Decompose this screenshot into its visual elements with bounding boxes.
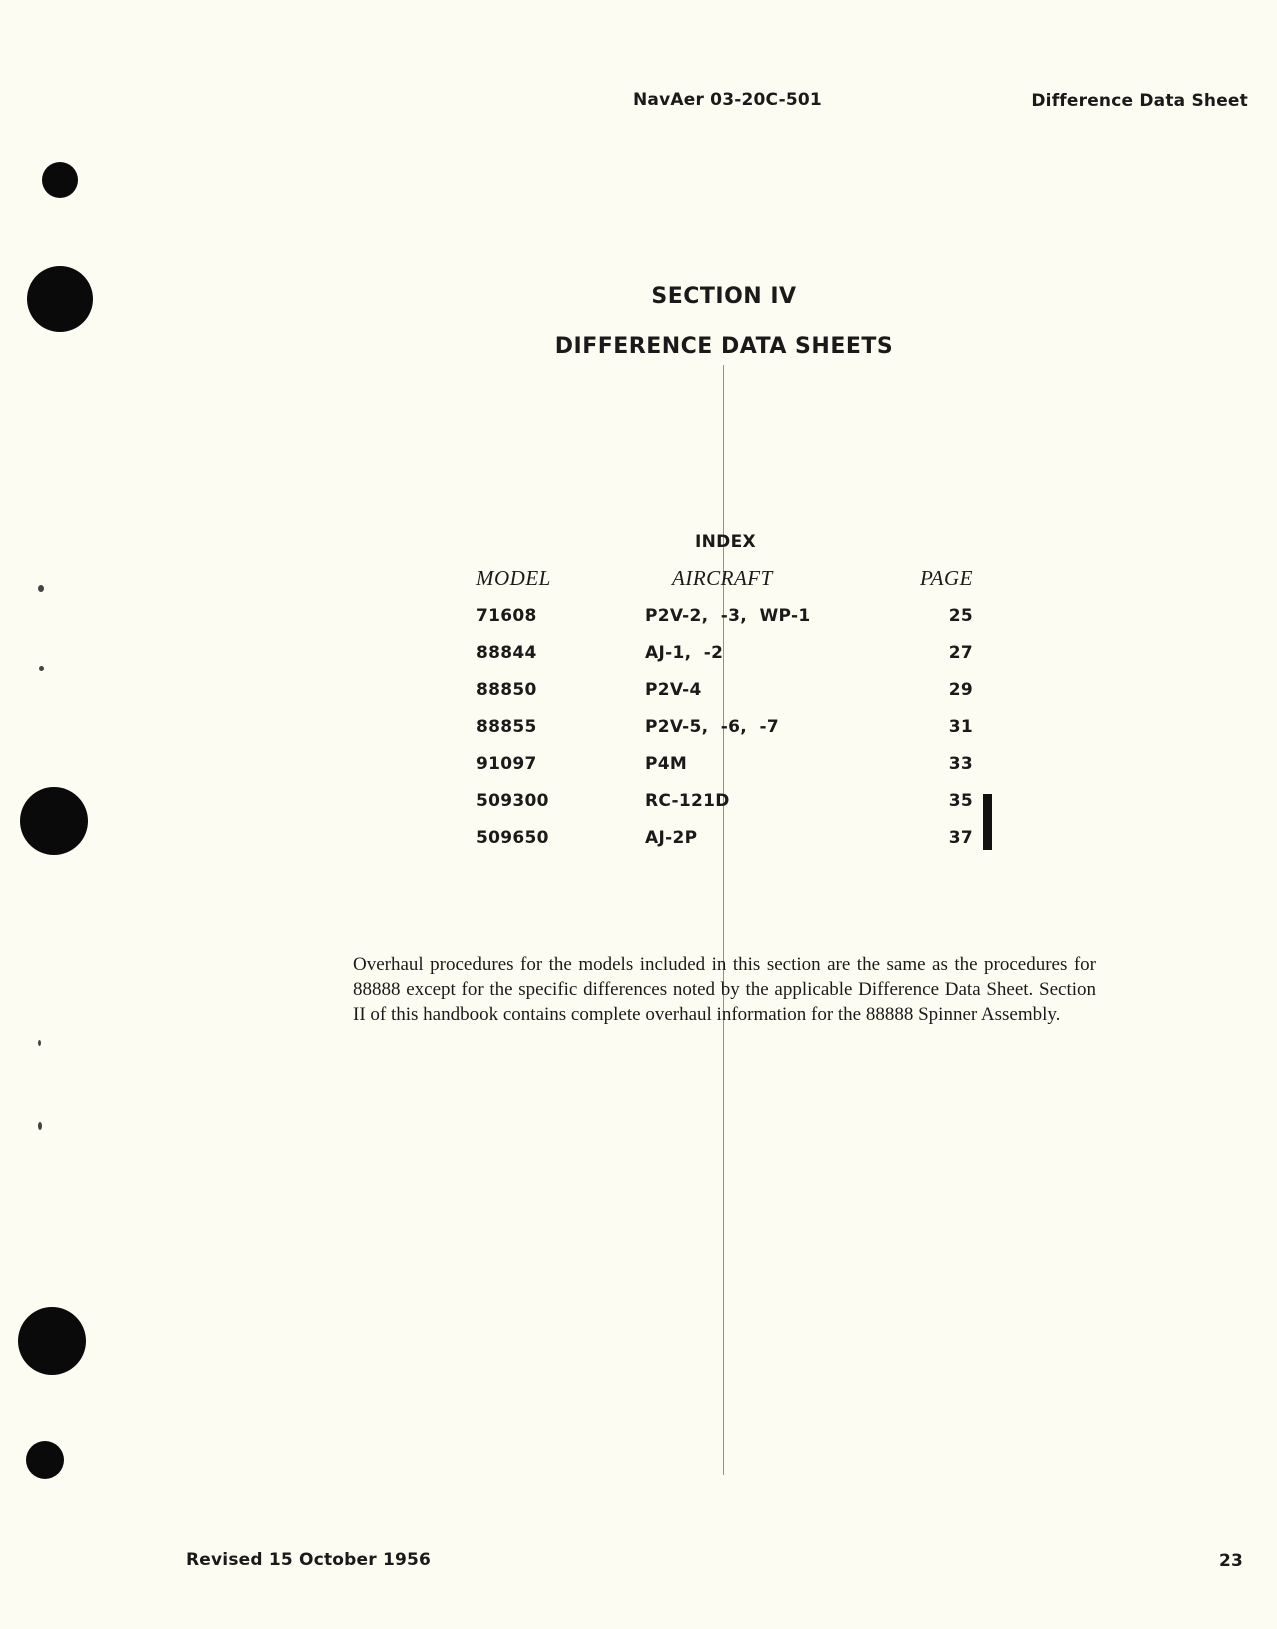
speck bbox=[38, 585, 44, 592]
aircraft-cell: P4M bbox=[645, 754, 688, 774]
page-cell[interactable]: 33 bbox=[948, 754, 973, 774]
binder-hole-1 bbox=[42, 162, 78, 198]
page-cell[interactable]: 31 bbox=[948, 717, 973, 737]
aircraft-cell: RC-121D bbox=[645, 791, 730, 811]
table-row bbox=[476, 606, 976, 630]
table-row bbox=[476, 791, 976, 815]
model-cell: 71608 bbox=[476, 606, 537, 626]
speck bbox=[38, 1040, 41, 1046]
revision-change-bar bbox=[983, 794, 992, 850]
aircraft-cell: P2V-2, -3, WP-1 bbox=[645, 606, 811, 626]
revision-date: Revised 15 October 1956 bbox=[186, 1550, 432, 1570]
aircraft-cell: P2V-5, -6, -7 bbox=[645, 717, 779, 737]
body-paragraph: Overhaul procedures for the models included in this section are the same as the procedures for 88888 except for the specific differences noted by the applicable Difference Data Sheet. Section II of this handbook contains complete overhaul information for the 88888 Spinner Assembly. bbox=[353, 954, 1096, 1025]
page-cell[interactable]: 35 bbox=[948, 791, 973, 811]
binder-hole-4 bbox=[18, 1307, 86, 1375]
binder-hole-3 bbox=[20, 787, 88, 855]
aircraft-cell: AJ-1, -2 bbox=[645, 643, 724, 663]
table-row bbox=[476, 828, 976, 852]
sheet-title: Difference Data Sheet bbox=[1031, 91, 1248, 111]
column-header-page: PAGE bbox=[920, 566, 973, 590]
aircraft-cell: AJ-2P bbox=[645, 828, 698, 848]
section-title: DIFFERENCE DATA SHEETS bbox=[554, 334, 894, 359]
page-cell[interactable]: 25 bbox=[948, 606, 973, 626]
column-header-aircraft: AIRCRAFT bbox=[672, 566, 773, 590]
table-row bbox=[476, 643, 976, 667]
binder-hole-5 bbox=[26, 1441, 64, 1479]
index-title: INDEX bbox=[695, 532, 756, 552]
model-cell: 88855 bbox=[476, 717, 537, 737]
column-header-model: MODEL bbox=[476, 566, 551, 590]
page-number: 23 bbox=[1218, 1551, 1243, 1571]
page-cell[interactable]: 37 bbox=[948, 828, 973, 848]
index-table bbox=[476, 528, 976, 858]
table-row bbox=[476, 717, 976, 741]
model-cell: 509300 bbox=[476, 791, 549, 811]
speck bbox=[39, 666, 44, 671]
table-row bbox=[476, 754, 976, 778]
page-cell[interactable]: 27 bbox=[948, 643, 973, 663]
doc-number: NavAer 03-20C-501 bbox=[633, 90, 822, 110]
table-row bbox=[476, 680, 976, 704]
model-cell: 88850 bbox=[476, 680, 537, 700]
model-cell: 509650 bbox=[476, 828, 549, 848]
page-cell[interactable]: 29 bbox=[948, 680, 973, 700]
model-cell: 88844 bbox=[476, 643, 537, 663]
section-number: SECTION IV bbox=[651, 284, 797, 309]
speck bbox=[38, 1122, 42, 1130]
model-cell: 91097 bbox=[476, 754, 537, 774]
aircraft-cell: P2V-4 bbox=[645, 680, 702, 700]
